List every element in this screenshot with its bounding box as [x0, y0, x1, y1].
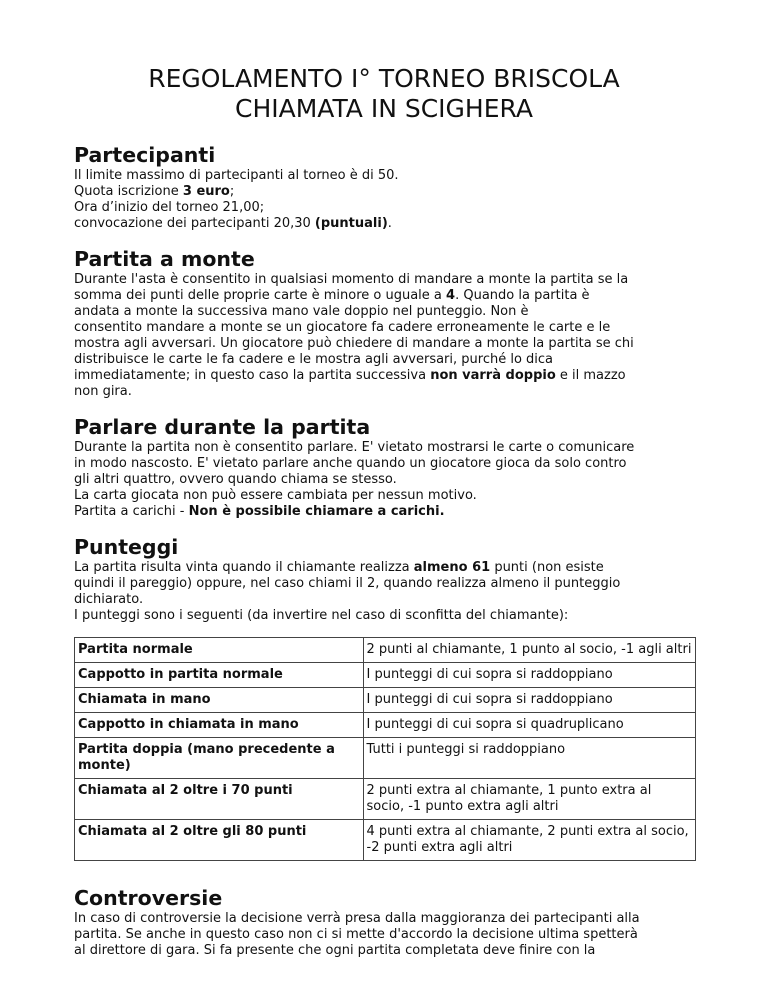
bold-text: non varrà doppio — [430, 368, 556, 383]
text-line: Il limite massimo di partecipanti al torneo è di 50. — [74, 168, 399, 183]
section-punteggi — [74, 534, 704, 861]
section-partita-a-monte — [74, 246, 704, 400]
row-label: Cappotto in chiamata in mano — [75, 713, 364, 738]
text-line: In caso di controversie la decisione verrà presa dalla maggioranza dei partecipanti alla — [74, 911, 640, 926]
heading-controversie: Controversie — [74, 886, 223, 910]
row-value: Tutti i punteggi si raddoppiano — [363, 738, 695, 779]
bold-text: 3 euro — [182, 184, 230, 199]
table-row — [75, 688, 696, 713]
row-label: Chiamata al 2 oltre gli 80 punti — [75, 820, 364, 861]
text-line: I punteggi sono i seguenti (da invertire nel caso di sconfitta del chiamante): — [74, 608, 569, 623]
text-line: distribuisce le carte le fa cadere e le mostra agli avversari, purché lo dica — [74, 352, 554, 367]
text-line: Durante la partita non è consentito parlare. E' vietato mostrarsi le carte o comunicare — [74, 440, 635, 455]
text-line: mostra agli avversari. Un giocatore può chiedere di mandare a monte la partita se chi — [74, 336, 634, 351]
table-row — [75, 713, 696, 738]
bold-text: Non è possibile chiamare a carichi. — [188, 504, 445, 519]
table-row — [75, 779, 696, 820]
table-row — [75, 638, 696, 663]
paragraph-partecipanti — [74, 168, 704, 232]
text-run: immediatamente; in questo caso la partita successiva — [74, 368, 431, 383]
heading-parlare: Parlare durante la partita — [74, 415, 371, 439]
row-value: I punteggi di cui sopra si raddoppiano — [363, 663, 695, 688]
text-line: dichiarato. — [74, 592, 144, 607]
text-line — [74, 368, 704, 384]
text-line — [74, 504, 704, 520]
section-controversie — [74, 885, 704, 959]
text-run: Quota iscrizione — [74, 184, 183, 199]
text-line: Durante l'asta è consentito in qualsiasi momento di mandare a monte la partita se la — [74, 272, 629, 287]
table-row — [75, 663, 696, 688]
paragraph-partita-a-monte — [74, 272, 704, 400]
text-line: consentito mandare a monte se un giocatore fa cadere erroneamente le carte e le — [74, 320, 611, 335]
text-run: . Quando la partita è — [455, 288, 590, 303]
text-run: e il mazzo — [555, 368, 626, 383]
row-value: I punteggi di cui sopra si quadruplicano — [363, 713, 695, 738]
text-run: ; — [229, 184, 235, 199]
text-line: La carta giocata non può essere cambiata per nessun motivo. — [74, 488, 477, 503]
title-line-2: CHIAMATA IN SCIGHERA — [235, 94, 533, 123]
row-label: Partita normale — [75, 638, 364, 663]
text-line: al direttore di gara. Si fa presente che ogni partita completata deve finire con la — [74, 943, 596, 958]
heading-partecipanti: Partecipanti — [74, 143, 216, 167]
table-row — [75, 738, 696, 779]
bold-text: 4 — [446, 288, 456, 303]
text-line: in modo nascosto. E' vietato parlare anche quando un giocatore gioca da solo contro — [74, 456, 627, 471]
paragraph-parlare — [74, 440, 704, 520]
text-line: partita. Se anche in questo caso non ci si mette d'accordo la decisione ultima spetterà — [74, 927, 638, 942]
text-run: . — [387, 216, 392, 231]
text-run: Partita a carichi - — [74, 504, 189, 519]
text-run: convocazione dei partecipanti 20,30 — [74, 216, 315, 231]
bold-text: (puntuali) — [314, 216, 388, 231]
punteggi-table — [74, 637, 696, 861]
row-value: 2 punti extra al chiamante, 1 punto extra al socio, -1 punto extra agli altri — [363, 779, 695, 820]
row-label: Cappotto in partita normale — [75, 663, 364, 688]
text-line: gli altri quattro, ovvero quando chiama se stesso. — [74, 472, 397, 487]
text-line — [74, 184, 704, 200]
paragraph-punteggi — [74, 560, 704, 624]
bold-text: almeno 61 — [413, 560, 491, 575]
section-partecipanti — [74, 142, 704, 232]
section-parlare — [74, 414, 704, 520]
heading-punteggi: Punteggi — [74, 535, 179, 559]
text-line — [74, 288, 704, 304]
text-run: somma dei punti delle proprie carte è minore o uguale a — [74, 288, 447, 303]
text-line: andata a monte la successiva mano vale doppio nel punteggio. Non è — [74, 304, 529, 319]
table-row — [75, 820, 696, 861]
row-value: 2 punti al chiamante, 1 punto al socio, -1 agli altri — [363, 638, 695, 663]
text-run: punti (non esiste — [490, 560, 604, 575]
row-value: 4 punti extra al chiamante, 2 punti extra al socio, -2 punti extra agli altri — [363, 820, 695, 861]
row-label: Chiamata al 2 oltre i 70 punti — [75, 779, 364, 820]
text-line: Ora d’inizio del torneo 21,00; — [74, 200, 265, 215]
text-line — [74, 216, 704, 232]
heading-partita-a-monte: Partita a monte — [74, 247, 255, 271]
document-title — [0, 64, 768, 124]
row-value: I punteggi di cui sopra si raddoppiano — [363, 688, 695, 713]
text-run: La partita risulta vinta quando il chiamante realizza — [74, 560, 414, 575]
row-label: Partita doppia (mano precedente a monte) — [75, 738, 364, 779]
paragraph-controversie — [74, 911, 704, 959]
document-body — [74, 142, 704, 973]
text-line: non gira. — [74, 384, 132, 399]
row-label: Chiamata in mano — [75, 688, 364, 713]
title-line-1: REGOLAMENTO I° TORNEO BRISCOLA — [148, 64, 620, 93]
text-line: quindi il pareggio) oppure, nel caso chiami il 2, quando realizza almeno il punteggio — [74, 576, 621, 591]
text-line — [74, 560, 704, 576]
